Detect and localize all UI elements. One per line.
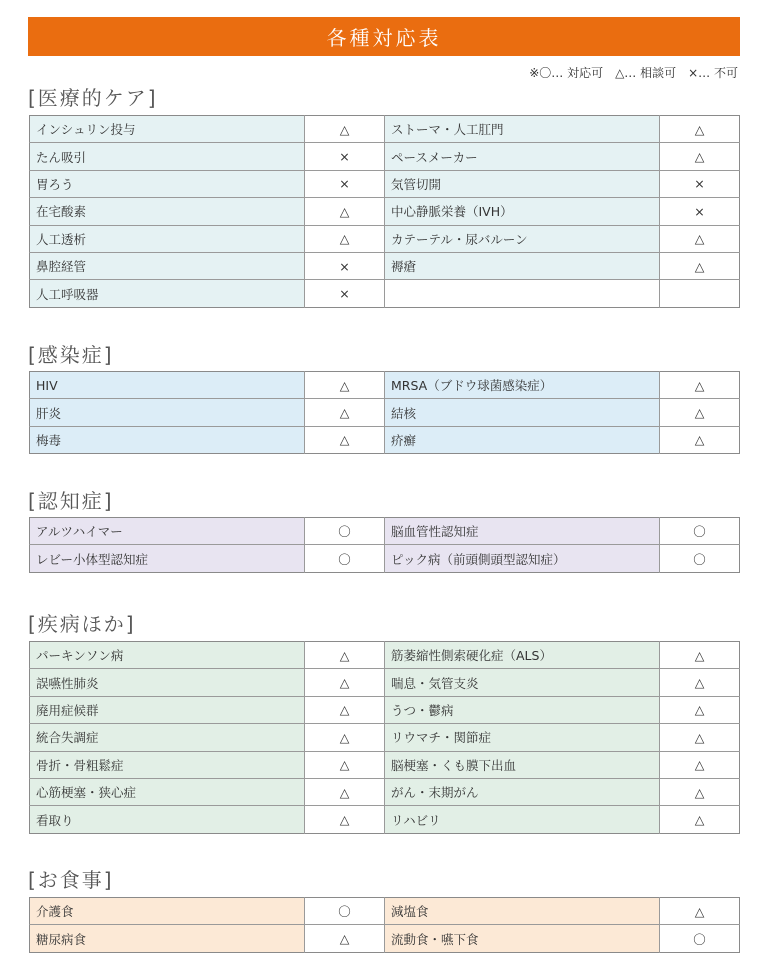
care-item-name: 糖尿病食 (30, 925, 305, 952)
availability-mark: △ (305, 778, 385, 805)
table-row (30, 399, 740, 426)
care-item-name: パーキンソン病 (30, 642, 305, 669)
care-item-name: 廃用症候群 (30, 696, 305, 723)
availability-mark: △ (305, 116, 385, 143)
care-item-name: 結核 (385, 399, 660, 426)
page-title: 各種対応表 (28, 17, 740, 56)
care-item-name: 脳血管性認知症 (385, 518, 660, 545)
care-item-name: 筋萎縮性側索硬化症（ALS） (385, 642, 660, 669)
care-item-name: 中心静脈栄養（IVH） (385, 198, 660, 225)
care-item-name: がん・末期がん (385, 778, 660, 805)
availability-mark: △ (305, 372, 385, 399)
section-heading-dementia: [認知症] (28, 489, 114, 513)
availability-mark: 〇 (305, 545, 385, 572)
availability-mark: 〇 (660, 925, 740, 952)
availability-mark: △ (660, 225, 740, 252)
availability-mark: △ (660, 399, 740, 426)
availability-mark: × (305, 143, 385, 170)
care-item-name: たん吸引 (30, 143, 305, 170)
availability-mark: △ (660, 252, 740, 279)
care-item-name: 減塩食 (385, 898, 660, 925)
availability-mark: 〇 (305, 898, 385, 925)
care-item-name: ピック病（前頭側頭型認知症） (385, 545, 660, 572)
availability-mark: △ (660, 372, 740, 399)
table-row (30, 806, 740, 833)
table-row (30, 518, 740, 545)
availability-mark: △ (305, 806, 385, 833)
availability-mark: △ (660, 426, 740, 453)
availability-mark (660, 280, 740, 307)
table-row (30, 116, 740, 143)
care-item-name: カテーテル・尿バルーン (385, 225, 660, 252)
care-item-name: インシュリン投与 (30, 116, 305, 143)
care-item-name: 人工呼吸器 (30, 280, 305, 307)
availability-mark: △ (305, 724, 385, 751)
availability-mark: △ (660, 143, 740, 170)
availability-mark: △ (660, 751, 740, 778)
care-item-name: 誤嚥性肺炎 (30, 669, 305, 696)
section-heading-meals: [お食事] (28, 868, 114, 892)
care-item-name (385, 280, 660, 307)
availability-mark: 〇 (660, 545, 740, 572)
table-row (30, 143, 740, 170)
care-item-name: ストーマ・人工肛門 (385, 116, 660, 143)
table-dementia (29, 517, 740, 573)
table-diseases (29, 641, 740, 834)
availability-mark: 〇 (305, 518, 385, 545)
table-row (30, 898, 740, 925)
availability-mark: △ (660, 696, 740, 723)
availability-mark: △ (660, 116, 740, 143)
care-item-name: 気管切開 (385, 170, 660, 197)
symbol-legend: ※〇… 対応可 △… 相談可 ×… 不可 (529, 66, 738, 80)
availability-mark: △ (305, 696, 385, 723)
care-item-name: 疥癬 (385, 426, 660, 453)
care-item-name: 流動食・嚥下食 (385, 925, 660, 952)
care-item-name: うつ・鬱病 (385, 696, 660, 723)
availability-mark: △ (305, 669, 385, 696)
availability-mark: △ (660, 669, 740, 696)
care-item-name: 看取り (30, 806, 305, 833)
table-row (30, 198, 740, 225)
care-item-name: 統合失調症 (30, 724, 305, 751)
table-row (30, 372, 740, 399)
care-item-name: レビー小体型認知症 (30, 545, 305, 572)
section-heading-medical-care: [医療的ケア] (28, 86, 158, 110)
care-item-name: 鼻腔経管 (30, 252, 305, 279)
care-item-name: アルツハイマー (30, 518, 305, 545)
availability-mark: △ (305, 426, 385, 453)
table-row (30, 545, 740, 572)
availability-mark: × (660, 170, 740, 197)
care-item-name: 心筋梗塞・狭心症 (30, 778, 305, 805)
availability-mark: × (660, 198, 740, 225)
availability-mark: △ (305, 925, 385, 952)
availability-mark: △ (660, 642, 740, 669)
table-infections (29, 371, 740, 454)
table-row (30, 170, 740, 197)
availability-mark: △ (660, 778, 740, 805)
table-medical-care (29, 115, 740, 308)
availability-mark: △ (305, 399, 385, 426)
table-row (30, 280, 740, 307)
care-item-name: 人工透析 (30, 225, 305, 252)
table-row (30, 426, 740, 453)
availability-mark: △ (305, 225, 385, 252)
availability-mark: △ (305, 751, 385, 778)
care-item-name: 喘息・気管支炎 (385, 669, 660, 696)
availability-mark: × (305, 252, 385, 279)
availability-mark: × (305, 280, 385, 307)
section-heading-infections: [感染症] (28, 343, 114, 367)
table-row (30, 925, 740, 952)
table-row (30, 696, 740, 723)
table-row (30, 225, 740, 252)
care-item-name: 介護食 (30, 898, 305, 925)
care-item-name: リハビリ (385, 806, 660, 833)
care-item-name: 胃ろう (30, 170, 305, 197)
care-item-name: MRSA（ブドウ球菌感染症） (385, 372, 660, 399)
care-item-name: 褥瘡 (385, 252, 660, 279)
care-item-name: 脳梗塞・くも膜下出血 (385, 751, 660, 778)
care-item-name: 梅毒 (30, 426, 305, 453)
table-row (30, 778, 740, 805)
care-item-name: 在宅酸素 (30, 198, 305, 225)
table-row (30, 669, 740, 696)
table-row (30, 252, 740, 279)
table-row (30, 751, 740, 778)
availability-mark: △ (305, 642, 385, 669)
availability-mark: 〇 (660, 518, 740, 545)
availability-mark: △ (660, 724, 740, 751)
section-heading-diseases: [疾病ほか] (28, 612, 136, 636)
availability-mark: △ (305, 198, 385, 225)
care-item-name: リウマチ・関節症 (385, 724, 660, 751)
care-item-name: HIV (30, 372, 305, 399)
table-row (30, 642, 740, 669)
table-meals (29, 897, 740, 953)
availability-mark: △ (660, 898, 740, 925)
care-item-name: 骨折・骨粗鬆症 (30, 751, 305, 778)
care-item-name: 肝炎 (30, 399, 305, 426)
availability-mark: △ (660, 806, 740, 833)
table-row (30, 724, 740, 751)
availability-mark: × (305, 170, 385, 197)
care-item-name: ペースメーカー (385, 143, 660, 170)
